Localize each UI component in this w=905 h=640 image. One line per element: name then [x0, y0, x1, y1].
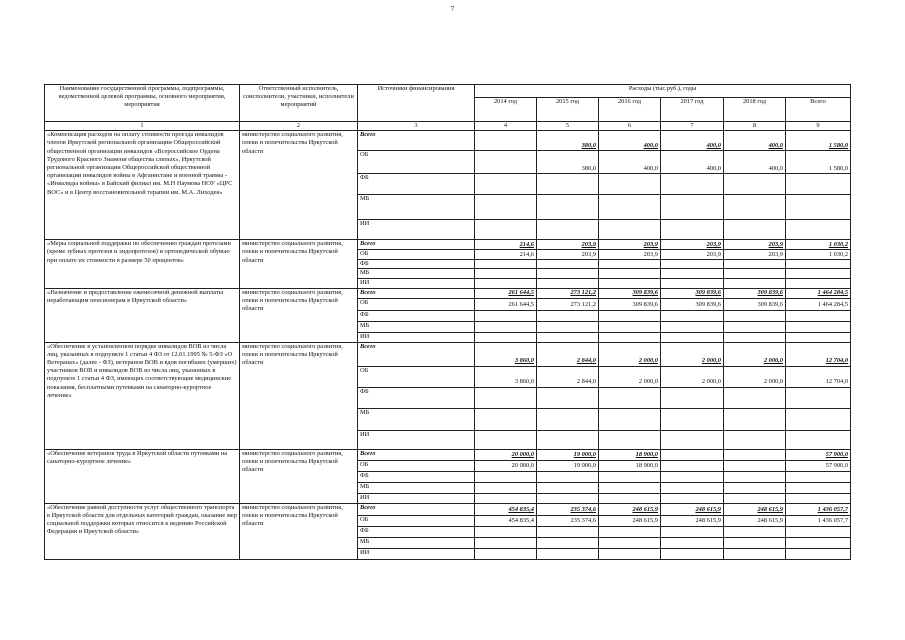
year-value	[724, 195, 786, 220]
year-value	[661, 387, 724, 408]
total-value: 1 464 284,5	[786, 288, 851, 298]
year-value	[475, 310, 537, 321]
year-value	[475, 279, 537, 288]
program-name: «Обеспечение ветеранов труда в Иркутской области путевками на санаторно-курортное лечение»	[45, 449, 240, 503]
funding-source: ФБ	[358, 526, 475, 537]
column-number: 9	[786, 122, 851, 131]
funding-source: ФБ	[358, 387, 475, 408]
year-value: 380,0	[537, 151, 599, 174]
year-value	[475, 548, 537, 559]
year-value: 248 615,9	[599, 503, 661, 515]
year-value: 203,9	[537, 250, 599, 260]
year-value	[599, 430, 661, 449]
total-value	[786, 195, 851, 220]
funding-source: ОБ	[358, 151, 475, 174]
total-value	[786, 279, 851, 288]
year-value: 20 000,0	[475, 460, 537, 471]
header-year: 2016 год	[599, 98, 661, 122]
year-value: 3 860,0	[475, 342, 537, 366]
funding-source: ИИ	[358, 279, 475, 288]
year-value	[475, 131, 537, 151]
year-value	[599, 482, 661, 493]
year-value	[537, 321, 599, 332]
year-value: 400,0	[724, 131, 786, 151]
program-name: «Назначение и предоставление ежемесячной денежной выплаты неработающим пенсионерам в Иркутской области»	[45, 288, 240, 342]
year-value: 400,0	[724, 151, 786, 174]
year-value	[724, 526, 786, 537]
year-value: 2 000,0	[599, 366, 661, 387]
year-value: 19 000,0	[537, 460, 599, 471]
year-value: 203,9	[537, 240, 599, 250]
year-value	[599, 471, 661, 482]
year-value	[475, 526, 537, 537]
year-value	[599, 332, 661, 342]
year-value	[599, 310, 661, 321]
funding-source: ИИ	[358, 332, 475, 342]
year-value	[537, 537, 599, 548]
year-value	[475, 269, 537, 279]
year-value: 273 121,2	[537, 288, 599, 298]
year-value	[599, 174, 661, 195]
year-value: 203,9	[724, 250, 786, 260]
program-name: «Меры социальной поддержки по обеспечению граждан протезами (кроме зубных протезов и эндопротезов) и ортопедической обувью при оплате их стоимости в размере 50 процентов»	[45, 240, 240, 288]
year-value: 400,0	[599, 151, 661, 174]
year-value	[724, 310, 786, 321]
year-value	[661, 493, 724, 503]
column-number: 8	[724, 122, 786, 131]
funding-source: МБ	[358, 269, 475, 279]
total-value	[786, 220, 851, 240]
header-source: Источники финансирования	[358, 85, 475, 122]
year-value	[475, 387, 537, 408]
year-value	[475, 195, 537, 220]
funding-source: МБ	[358, 537, 475, 548]
year-value: 18 900,0	[599, 449, 661, 460]
year-value	[537, 548, 599, 559]
year-value: 454 835,4	[475, 503, 537, 515]
header-year: 2017 год	[661, 98, 724, 122]
year-value: 2 000,0	[724, 342, 786, 366]
year-value	[724, 387, 786, 408]
column-number: 3	[358, 122, 475, 131]
total-value: 1 580,0	[786, 151, 851, 174]
header-year: 2015 год	[537, 98, 599, 122]
header-row-top	[45, 85, 851, 98]
year-value: 2 000,0	[661, 342, 724, 366]
year-value	[475, 408, 537, 430]
year-value	[537, 408, 599, 430]
year-value	[475, 430, 537, 449]
year-value	[599, 548, 661, 559]
year-value	[537, 220, 599, 240]
year-value	[661, 430, 724, 449]
program-name: «Компенсация расходов на оплату стоимости проезда инвалидов членов Иркутской региональной организации Общероссийской общественной организации инвалидов «Всероссийское Ордена Трудового Красного Знамени общества слепых», Иркутской региональной организации Общероссийской общественной организации инвалидов войны в Афганистане и военной травмы - «Инвалиды войны» в Байский филиал им. М.Н Наумова НОУ «ЦРС ВОС» и в Центр восстановительной терапии им. М.А. Лиходея»	[45, 131, 240, 240]
year-value: 18 900,0	[599, 460, 661, 471]
total-value: 1 030,2	[786, 250, 851, 260]
year-value: 400,0	[661, 131, 724, 151]
year-value: 235 374,6	[537, 515, 599, 526]
funding-source: ОБ	[358, 250, 475, 260]
executor: министерство социального развития, опеки и попечительства Иркутской области	[240, 240, 358, 288]
total-value: 1 436 057,7	[786, 503, 851, 515]
year-value	[475, 321, 537, 332]
year-value	[724, 269, 786, 279]
year-value: 261 644,5	[475, 288, 537, 298]
year-value	[724, 332, 786, 342]
table-row	[45, 240, 851, 250]
year-value: 2 000,0	[599, 342, 661, 366]
year-value	[661, 408, 724, 430]
column-number: 7	[661, 122, 724, 131]
year-value	[724, 471, 786, 482]
year-value	[724, 174, 786, 195]
year-value: 454 835,4	[475, 515, 537, 526]
year-value	[661, 460, 724, 471]
year-value	[599, 537, 661, 548]
year-value	[599, 526, 661, 537]
year-value	[475, 493, 537, 503]
year-value: 309 839,6	[661, 288, 724, 298]
year-value	[724, 220, 786, 240]
year-value	[599, 321, 661, 332]
year-value	[724, 548, 786, 559]
year-value	[599, 260, 661, 269]
year-value	[537, 269, 599, 279]
year-value: 248 615,9	[724, 503, 786, 515]
table-row	[45, 449, 851, 460]
year-value: 19 000,0	[537, 449, 599, 460]
year-value	[724, 537, 786, 548]
year-value	[475, 471, 537, 482]
year-value: 309 839,6	[724, 298, 786, 310]
total-value: 12 704,0	[786, 342, 851, 366]
funding-source: ФБ	[358, 174, 475, 195]
financing-table	[44, 84, 851, 560]
funding-source: ИИ	[358, 548, 475, 559]
year-value: 400,0	[661, 151, 724, 174]
year-value	[537, 430, 599, 449]
year-value: 248 615,9	[661, 503, 724, 515]
year-value: 214,6	[475, 250, 537, 260]
year-value	[599, 408, 661, 430]
total-value	[786, 310, 851, 321]
total-value	[786, 269, 851, 279]
year-value	[537, 471, 599, 482]
total-value	[786, 174, 851, 195]
total-value	[786, 408, 851, 430]
year-value	[537, 310, 599, 321]
total-value: 1 464 284,5	[786, 298, 851, 310]
funding-source: Всего	[358, 449, 475, 460]
year-value	[475, 174, 537, 195]
year-value: 309 839,6	[599, 298, 661, 310]
year-value	[537, 526, 599, 537]
column-number: 4	[475, 122, 537, 131]
header-total: Всего	[786, 98, 851, 122]
year-value	[661, 321, 724, 332]
year-value	[661, 269, 724, 279]
year-value	[724, 482, 786, 493]
funding-source: Всего	[358, 342, 475, 366]
column-number: 6	[599, 122, 661, 131]
table-row	[45, 342, 851, 366]
year-value	[661, 526, 724, 537]
total-value	[786, 471, 851, 482]
table-row	[45, 503, 851, 515]
year-value	[661, 220, 724, 240]
year-value	[661, 279, 724, 288]
column-number: 1	[45, 122, 240, 131]
total-value	[786, 482, 851, 493]
year-value	[537, 260, 599, 269]
year-value	[724, 430, 786, 449]
table-row	[45, 288, 851, 298]
total-value	[786, 387, 851, 408]
total-value	[786, 332, 851, 342]
year-value: 203,9	[724, 240, 786, 250]
year-value	[599, 220, 661, 240]
year-value	[724, 321, 786, 332]
year-value	[537, 482, 599, 493]
year-value	[537, 195, 599, 220]
total-value: 57 900,0	[786, 460, 851, 471]
year-value	[724, 493, 786, 503]
year-value: 248 615,9	[599, 515, 661, 526]
funding-source: ФБ	[358, 260, 475, 269]
column-number: 2	[240, 122, 358, 131]
executor: министерство социального развития, опеки и попечительства Иркутской области	[240, 449, 358, 503]
year-value	[724, 260, 786, 269]
year-value	[475, 260, 537, 269]
year-value	[475, 537, 537, 548]
year-value	[661, 174, 724, 195]
year-value	[475, 220, 537, 240]
year-value	[661, 482, 724, 493]
funding-source: ИИ	[358, 493, 475, 503]
funding-source: ОБ	[358, 298, 475, 310]
total-value	[786, 526, 851, 537]
year-value	[599, 279, 661, 288]
header-program: Наименование государственной программы, подпрограммы, ведомственной целевой программы, основного мероприятия, мероприятия	[45, 85, 240, 122]
year-value: 400,0	[599, 131, 661, 151]
funding-source: ОБ	[358, 366, 475, 387]
year-value: 309 839,6	[661, 298, 724, 310]
year-value	[599, 493, 661, 503]
year-value	[537, 387, 599, 408]
funding-source: Всего	[358, 288, 475, 298]
year-value	[599, 269, 661, 279]
year-value: 203,9	[661, 240, 724, 250]
year-value: 309 839,6	[724, 288, 786, 298]
funding-source: Всего	[358, 240, 475, 250]
column-numbers-row	[45, 122, 851, 131]
year-value	[661, 449, 724, 460]
header-expenses: Расходы (тыс.руб.), годы	[475, 85, 851, 98]
funding-source: МБ	[358, 408, 475, 430]
year-value	[475, 482, 537, 493]
year-value: 248 615,9	[661, 515, 724, 526]
year-value	[661, 548, 724, 559]
year-value: 273 121,2	[537, 298, 599, 310]
funding-source: МБ	[358, 321, 475, 332]
total-value	[786, 430, 851, 449]
year-value	[661, 195, 724, 220]
year-value	[537, 332, 599, 342]
funding-source: МБ	[358, 482, 475, 493]
year-value	[661, 310, 724, 321]
total-value: 12 704,0	[786, 366, 851, 387]
year-value	[599, 387, 661, 408]
year-value	[724, 408, 786, 430]
table-row	[45, 131, 851, 151]
executor: министерство социального развития, опеки и попечительства Иркутской области	[240, 342, 358, 449]
program-name: «Обеспечение равной доступности услуг общественного транспорта в Иркутской области для отдельных категорий граждан, оказание мер социальной поддержки которых относится к ведению Российской Федерации и Иркутской области»	[45, 503, 240, 559]
year-value: 261 644,5	[475, 298, 537, 310]
total-value: 1 436 057,7	[786, 515, 851, 526]
year-value	[661, 537, 724, 548]
year-value: 203,9	[599, 250, 661, 260]
year-value: 235 374,6	[537, 503, 599, 515]
header-year: 2014 год	[475, 98, 537, 122]
funding-source: ИИ	[358, 220, 475, 240]
year-value: 380,0	[537, 131, 599, 151]
year-value	[661, 332, 724, 342]
year-value: 2 000,0	[724, 366, 786, 387]
total-value	[786, 548, 851, 559]
total-value: 1 580,0	[786, 131, 851, 151]
executor: министерство социального развития, опеки и попечительства Иркутской области	[240, 503, 358, 559]
year-value	[724, 449, 786, 460]
year-value: 2 844,0	[537, 366, 599, 387]
year-value	[724, 460, 786, 471]
header-executor: Ответственный исполнитель, соисполнители, участники, исполнители мероприятий	[240, 85, 358, 122]
total-value	[786, 493, 851, 503]
total-value: 57 900,0	[786, 449, 851, 460]
year-value	[661, 471, 724, 482]
year-value: 20 000,0	[475, 449, 537, 460]
funding-source: Всего	[358, 503, 475, 515]
year-value: 203,9	[661, 250, 724, 260]
header-year: 2018 год	[724, 98, 786, 122]
funding-source: ОБ	[358, 460, 475, 471]
year-value: 2 844,0	[537, 342, 599, 366]
total-value: 1 030,2	[786, 240, 851, 250]
year-value	[661, 260, 724, 269]
year-value: 3 860,0	[475, 366, 537, 387]
funding-source: Всего	[358, 131, 475, 151]
year-value: 248 615,9	[724, 515, 786, 526]
page-number: 7	[450, 5, 455, 13]
program-name: «Обеспечение в установленном порядке инвалидов ВОВ из числа лиц, указанных в подпункте 1 статьи 4 ФЗ от 12.01.1995 № 5-ФЗ «О Ветеранах» (далее - ФЗ), ветеранов ВОВ и вдов погибших (умерших) участников ВОВ и инвалидов ВОВ из числа лиц, указанных в подпункте 1 статьи 4 ФЗ, имеющих соответствующие медицинские показания, бесплатными путевками на санаторно-курортное лечение»	[45, 342, 240, 449]
executor: министерство социального развития, опеки и попечительства Иркутской области	[240, 131, 358, 240]
year-value: 309 839,6	[599, 288, 661, 298]
year-value: 203,9	[599, 240, 661, 250]
funding-source: ИИ	[358, 430, 475, 449]
column-number: 5	[537, 122, 599, 131]
year-value	[475, 151, 537, 174]
funding-source: МБ	[358, 195, 475, 220]
year-value	[537, 279, 599, 288]
total-value	[786, 321, 851, 332]
total-value	[786, 260, 851, 269]
total-value	[786, 537, 851, 548]
year-value	[599, 195, 661, 220]
funding-source: ФБ	[358, 471, 475, 482]
year-value	[724, 279, 786, 288]
funding-source: ФБ	[358, 310, 475, 321]
year-value	[475, 332, 537, 342]
year-value: 214,6	[475, 240, 537, 250]
executor: министерство социального развития, опеки и попечительства Иркутской области	[240, 288, 358, 342]
funding-source: ОБ	[358, 515, 475, 526]
year-value	[537, 493, 599, 503]
year-value	[537, 174, 599, 195]
year-value: 2 000,0	[661, 366, 724, 387]
